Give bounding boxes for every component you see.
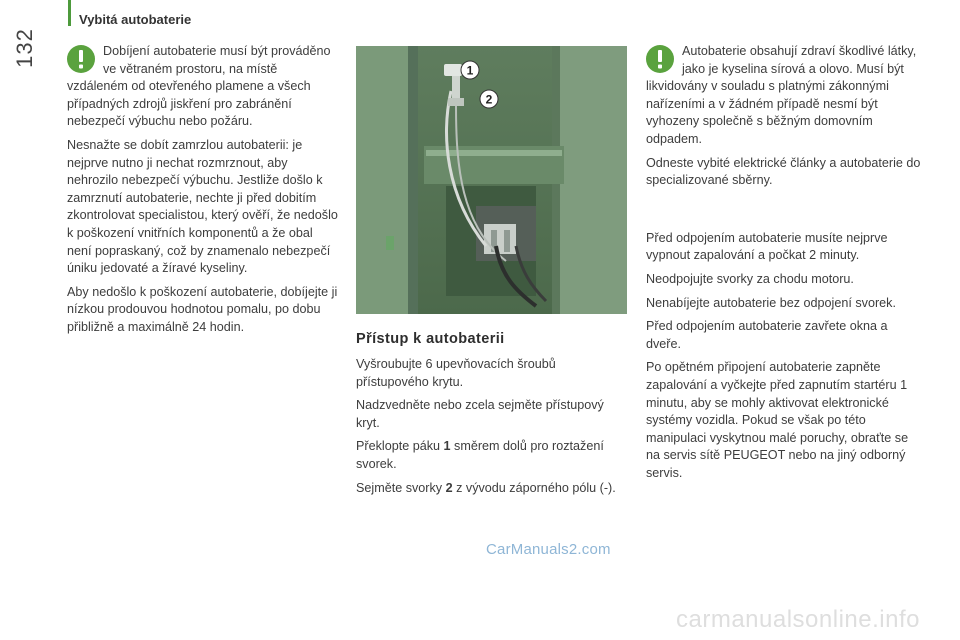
mid-paragraph-1: Vyšroubujte 6 upevňovacích šroubů přístupového krytu. [356,357,556,389]
left-warning-text: Dobíjení autobaterie musí být prováděno ve větraném prostoru, na místě vzdáleném od otevřeného plamene a všech případných zdrojů jiskření pro zabránění nebezpečí výbuchu nebo požáru. [67,44,331,129]
page-title: Vybitá autobaterie [79,12,192,27]
sidebar-accent-bar [68,0,71,26]
mid-paragraph-3: Překlopte páku 1 směrem dolů pro roztažení svorek. [356,439,604,471]
section-heading: Přístup k autobaterii [356,331,505,347]
left-paragraph-2: Aby nedošlo k poškození autobaterie, dobíjejte ji nízkou prodouvou hodnotou pomalu, po dobu přibližně a maximálně 24 hodin. [67,284,338,334]
left-paragraph-1: Nesnažte se dobít zamrzlou autobaterii: je nejprve nutno ji nechat rozmrznout, aby nehrozilo nebezpečí výbuchu. Jestliže došlo k zamrznutí autobaterie, nechte ji před dobitím zkontrolovat specialistou, který ověří, že nedošlo k poškození vnitřních komponentů a že obal není popraskaný, což by znamenalo nebezpečí úniku jedovaté a žíravé kyseliny. [67,137,338,276]
svg-text:2: 2 [485,92,493,107]
left-warning-block [67,43,339,131]
lever-number: 1 [443,439,451,454]
right-warning-block [646,43,921,149]
battery-photo [356,46,627,314]
svg-text:1: 1 [466,63,474,78]
warning-exclamation-icon [67,45,95,73]
mid-paragraph-4: Sejměte svorky 2 z vývodu záporného pólu (-). [356,480,616,495]
watermark-carmanuals2[interactable]: CarManuals2.com [486,541,611,558]
right-paragraph-6: Po opětném připojení autobaterie zapněte zapalování a vyčkejte před zapnutím startéru 1 minutu, aby se mohly aktivovat elektronické systémy vozidla. Pokud se však po této manipulaci vyskytnou malé poruchy, obraťte se na servis sítě PEUGEOT nebo na jiný odborný servis. [646,360,909,480]
right-paragraph-3: Neodpojujte svorky za chodu motoru. [646,271,854,286]
right-paragraph-1: Odneste vybité elektrické články a autobaterie do specializované sběrny. [646,155,921,188]
right-column [646,43,921,488]
right-paragraph-2: Před odpojením autobaterie musíte nejprve vypnout zapalování a počkat 2 minuty. [646,230,888,263]
middle-column [356,356,628,503]
page-number [1,18,49,78]
clamp-number: 2 [445,480,453,495]
right-paragraph-4: Nenabíjejte autobaterie bez odpojení svorek. [646,295,896,310]
photo-label-1 [461,61,479,79]
watermark-carmanualsonline: carmanualsonline.info [676,606,920,633]
warning-exclamation-icon [646,45,674,73]
left-column [67,43,339,343]
right-paragraph-5: Před odpojením autobaterie zavřete okna a dveře. [646,319,888,351]
mid-paragraph-2: Nadzvedněte nebo zcela sejměte přístupový kryt. [356,398,604,430]
right-warning-text: Autobaterie obsahují zdraví škodlivé látky, jako je kyselina sírová a olovo. Musí být likvidovány v souladu s platnými zákonnými nařízeními a v žádném případě nesmí být vyhozeny společně s běžným domovním odpadem. [646,44,917,146]
photo-label-2 [480,90,498,108]
page-number-text: 132 [12,28,37,68]
